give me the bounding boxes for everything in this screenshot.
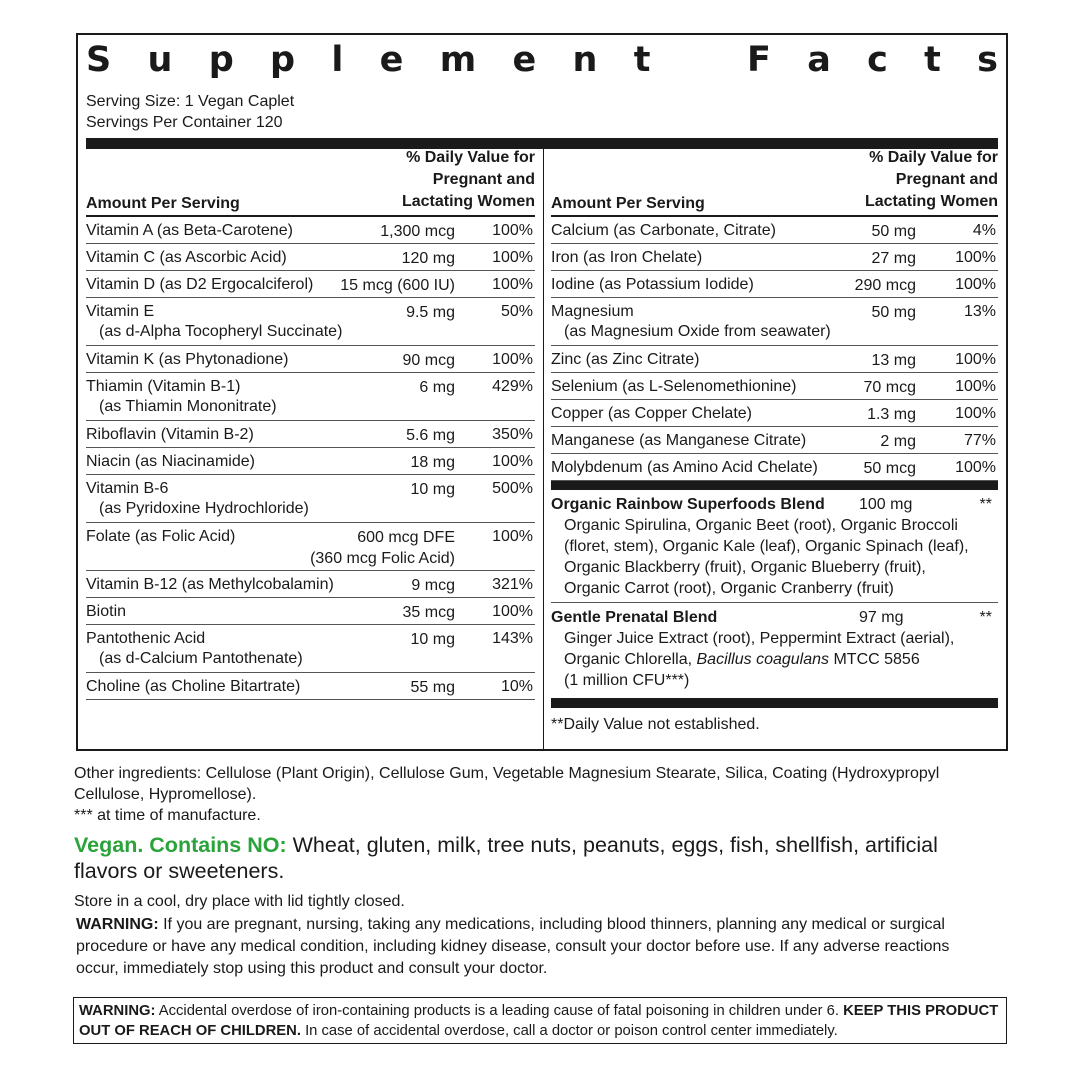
- nutrient-amount: 10 mg: [410, 631, 455, 648]
- blend-thick-rule: [551, 481, 998, 490]
- nutrient-row: [551, 346, 998, 373]
- blend-amount: 100 mg: [859, 496, 913, 513]
- nutrient-amount: 9 mcg: [411, 577, 455, 594]
- nutrient-name: Thiamin (Vitamin B-1) (as Thiamin Mononitrate): [86, 378, 277, 415]
- nutrient-row: [551, 454, 998, 481]
- nutrient-name: Vitamin E (as d-Alpha Tocopheryl Succinate): [86, 303, 343, 340]
- nutrient-name: Riboflavin (Vitamin B-2): [86, 426, 254, 443]
- nutrient-daily-value: 100%: [955, 351, 996, 368]
- nutrient-daily-value: 350%: [492, 426, 533, 443]
- nutrient-name: Vitamin B-6 (as Pyridoxine Hydrochloride): [86, 480, 309, 517]
- servings-per-container: Servings Per Container 120: [86, 114, 283, 131]
- nutrient-row: [86, 448, 535, 475]
- nutrient-daily-value: 50%: [500, 303, 533, 320]
- nutrient-name: Choline (as Choline Bitartrate): [86, 678, 301, 695]
- nutrient-amount: 15 mcg (600 IU): [340, 277, 455, 294]
- nutrient-row: [86, 475, 535, 523]
- iron-warning-box: WARNING: Accidental overdose of iron-containing products is a leading cause of fatal poisoning in children under 6. KEEP THIS PRODUCT OUT OF REACH OF CHILDREN. In case of accidental overdose, call a doctor or poison control center immediately.: [73, 997, 1007, 1044]
- nutrient-name: Vitamin A (as Beta-Carotene): [86, 222, 293, 239]
- nutrient-row: [86, 298, 535, 346]
- serving-info: [86, 91, 294, 133]
- nutrient-row: [551, 244, 998, 271]
- vegan-label: Vegan. Contains NO:: [74, 833, 287, 857]
- nutrient-daily-value: 100%: [492, 351, 533, 368]
- nutrient-daily-value: 100%: [492, 249, 533, 266]
- nutrient-row: [86, 271, 535, 298]
- nutrient-name: Vitamin B-12 (as Methylcobalamin): [86, 576, 334, 593]
- daily-value-label: % Daily Value for Pregnant and Lactating Women: [864, 149, 998, 210]
- nutrient-name: Magnesium (as Magnesium Oxide from seawater): [551, 303, 831, 340]
- right-nutrient-list: [551, 217, 998, 481]
- nutrient-daily-value: 100%: [492, 603, 533, 620]
- right-column-header: [551, 149, 998, 217]
- column-divider: [543, 149, 544, 749]
- nutrient-daily-value: 429%: [492, 378, 533, 395]
- nutrient-name: Calcium (as Carbonate, Citrate): [551, 222, 776, 239]
- vegan-allergen-statement: Vegan. Contains NO: Wheat, gluten, milk, tree nuts, peanuts, eggs, fish, shellfish, artificial flavors or sweeteners.: [74, 833, 938, 883]
- nutrient-amount: 18 mg: [410, 454, 455, 471]
- nutrient-name: Niacin (as Niacinamide): [86, 453, 255, 470]
- footnote-thick-rule: [551, 698, 998, 708]
- nutrient-daily-value: 100%: [492, 528, 533, 545]
- general-warning: WARNING: If you are pregnant, nursing, taking any medications, including blood thinners, planning any medical or surgical procedure or have any medical condition, including kidney disease, consult your doctor before use. If any adverse reactions occur, immediately stop using this product and consult your doctor.: [76, 916, 950, 977]
- nutrient-amount: 120 mg: [401, 250, 455, 267]
- nutrient-daily-value: 143%: [492, 630, 533, 647]
- daily-value-label: % Daily Value for Pregnant and Lactating Women: [401, 149, 535, 210]
- nutrient-row: [86, 523, 535, 571]
- nutrient-amount: 10 mg: [410, 481, 455, 498]
- nutrient-row: [551, 373, 998, 400]
- nutrient-daily-value: 500%: [492, 480, 533, 497]
- nutrient-name: Iodine (as Potassium Iodide): [551, 276, 754, 293]
- panel-title: S u p p l e m e n t F a c t s: [86, 40, 998, 80]
- nutrient-daily-value: 100%: [492, 453, 533, 470]
- nutrient-daily-value: 100%: [492, 276, 533, 293]
- nutrient-amount: 9.5 mg: [406, 304, 455, 321]
- superfoods-blend: [551, 490, 998, 603]
- nutrient-amount: 2 mg: [880, 433, 916, 450]
- nutrient-daily-value: 100%: [955, 249, 996, 266]
- left-column-header: [86, 149, 535, 217]
- nutrient-amount: 13 mg: [871, 352, 916, 369]
- nutrient-amount: 6 mg: [419, 379, 455, 396]
- top-thick-rule: [86, 138, 998, 149]
- nutrient-row: [551, 217, 998, 244]
- amount-per-serving-label: Amount Per Serving: [551, 195, 705, 212]
- nutrient-daily-value: 10%: [500, 678, 533, 695]
- nutrient-daily-value: 100%: [955, 276, 996, 293]
- nutrient-row: [86, 571, 535, 598]
- nutrient-row: [551, 427, 998, 454]
- nutrient-daily-value: 13%: [963, 303, 996, 320]
- nutrient-amount: 50 mcg: [863, 460, 916, 477]
- nutrient-daily-value: 77%: [963, 432, 996, 449]
- nutrient-amount: 5.6 mg: [406, 427, 455, 444]
- daily-value-footnote: **Daily Value not established.: [551, 716, 760, 733]
- nutrient-amount: 70 mcg: [863, 379, 916, 396]
- nutrient-row: [86, 346, 535, 373]
- nutrient-daily-value: 100%: [955, 378, 996, 395]
- nutrient-daily-value: 100%: [955, 459, 996, 476]
- left-nutrient-list: [86, 217, 535, 700]
- nutrient-amount: 1,300 mcg: [380, 223, 455, 240]
- nutrient-name: Iron (as Iron Chelate): [551, 249, 703, 266]
- nutrient-row: [86, 217, 535, 244]
- nutrient-amount: 1.3 mg: [867, 406, 916, 423]
- left-column: [86, 149, 535, 700]
- nutrient-amount: 50 mg: [871, 304, 916, 321]
- nutrient-row: [86, 421, 535, 448]
- nutrient-name: Molybdenum (as Amino Acid Chelate): [551, 459, 818, 476]
- blend-dv: **: [979, 496, 992, 513]
- blend-name: Gentle Prenatal Blend: [551, 609, 718, 626]
- blend-amount: 97 mg: [859, 609, 904, 626]
- nutrient-name: Vitamin C (as Ascorbic Acid): [86, 249, 287, 266]
- nutrient-row: [551, 271, 998, 298]
- nutrient-row: [86, 598, 535, 625]
- nutrient-amount: 55 mg: [410, 679, 455, 696]
- nutrient-amount: 600 mcg DFE (360 mcg Folic Acid): [310, 529, 455, 567]
- nutrient-row: [551, 400, 998, 427]
- nutrient-name: Vitamin K (as Phytonadione): [86, 351, 289, 368]
- nutrient-daily-value: 321%: [492, 576, 533, 593]
- nutrient-name: Biotin: [86, 603, 127, 620]
- prenatal-blend: [551, 603, 998, 698]
- nutrient-amount: 290 mcg: [854, 277, 916, 294]
- nutrient-row: [86, 625, 535, 673]
- nutrient-amount: 27 mg: [871, 250, 916, 267]
- supplement-facts-panel: [76, 33, 1008, 751]
- nutrient-name: Pantothenic Acid (as d-Calcium Pantothenate): [86, 630, 303, 667]
- nutrient-name: Folate (as Folic Acid): [86, 528, 236, 545]
- nutrient-amount: 35 mcg: [402, 604, 455, 621]
- other-ingredients: Other ingredients: Cellulose (Plant Origin), Cellulose Gum, Vegetable Magnesium Stearate, Silica, Coating (Hydroxypropyl Cellulose, Hypromellose). *** at time of manufacture.: [74, 765, 940, 824]
- nutrient-name: Zinc (as Zinc Citrate): [551, 351, 700, 368]
- blend-name: Organic Rainbow Superfoods Blend: [551, 496, 825, 513]
- right-column: [551, 149, 998, 733]
- blend-ingredients: Ginger Juice Extract (root), Peppermint Extract (aerial), Organic Chlorella, Bacillus coagulans MTCC 5856 (1 million CFU***): [564, 630, 955, 689]
- amount-per-serving-label: Amount Per Serving: [86, 195, 240, 212]
- nutrient-amount: 50 mg: [871, 223, 916, 240]
- nutrient-row: [86, 673, 535, 700]
- serving-size: Serving Size: 1 Vegan Caplet: [86, 93, 295, 110]
- nutrient-daily-value: 100%: [492, 222, 533, 239]
- manufacture-note: *** at time of manufacture.: [74, 807, 261, 824]
- storage-instructions: Store in a cool, dry place with lid tightly closed.: [74, 893, 405, 910]
- nutrient-daily-value: 100%: [955, 405, 996, 422]
- nutrient-amount: 90 mcg: [402, 352, 455, 369]
- nutrient-name: Copper (as Copper Chelate): [551, 405, 752, 422]
- nutrient-row: [551, 298, 998, 346]
- blend-dv: **: [979, 609, 992, 626]
- nutrient-row: [86, 244, 535, 271]
- nutrient-name: Vitamin D (as D2 Ergocalciferol): [86, 276, 314, 293]
- nutrient-row: [86, 373, 535, 421]
- blend-ingredients: Organic Spirulina, Organic Beet (root), Organic Broccoli (floret, stem), Organic Kale (leaf), Organic Spinach (leaf), Organic Blackberry (fruit), Organic Blueberry (fruit), Organic Carrot (root), Organic Cranberry (fruit): [564, 517, 969, 597]
- nutrient-name: Selenium (as L-Selenomethionine): [551, 378, 797, 395]
- nutrient-name: Manganese (as Manganese Citrate): [551, 432, 807, 449]
- nutrient-daily-value: 4%: [972, 222, 996, 239]
